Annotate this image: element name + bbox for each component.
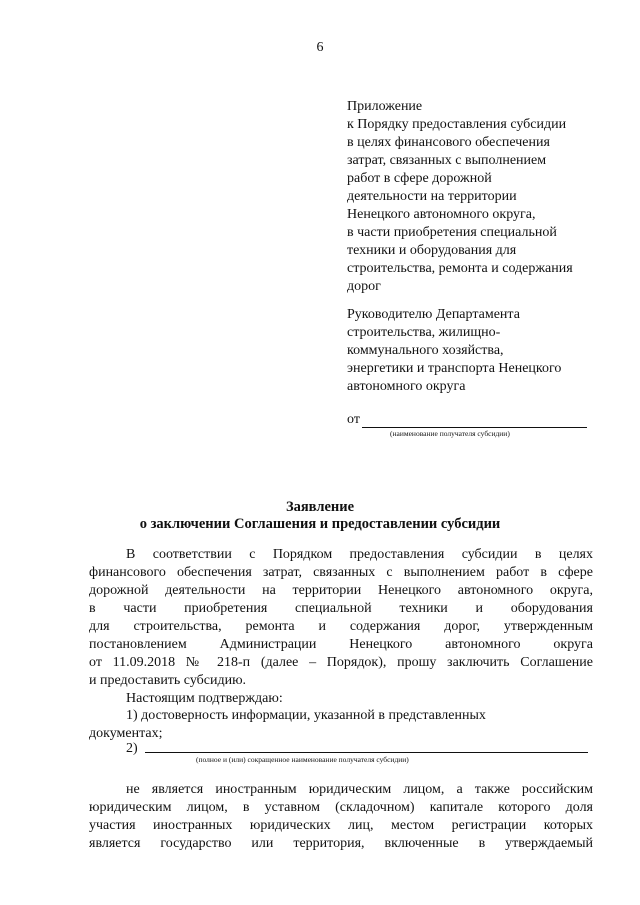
item-1 [89,707,593,743]
item-1-line: документах; [89,726,163,741]
paragraph-line: и предоставить субсидию. [89,673,247,688]
item-1-line: 1) достоверность информации, указанной в представленных [126,708,486,723]
continuation-line: участия иностранных юридических лиц, местом регистрации которых [89,818,593,833]
confirm-label: Настоящим подтверждаю: [126,691,283,706]
paragraph-line: в части приобретения специальной техники и оборудования [89,601,593,616]
document-title: Заявление [285,499,355,515]
paragraph-line: постановлением Администрации Ненецкого автономного округа [89,637,593,652]
from-fill-line[interactable] [362,427,587,428]
addressee-line: коммунального хозяйства, [347,343,504,358]
appendix-header [347,98,607,296]
appendix-line: дорог [347,279,381,294]
continuation-line: юридическим лицом, в уставном (складочном) капитале которого доля [89,800,593,815]
appendix-line: техники и оборудования для [347,243,517,258]
addressee-line: строительства, жилищно- [347,325,501,340]
paragraph-line: финансового обеспечения затрат, связанных с выполнением работ в сфере [89,565,593,580]
appendix-line: затрат, связанных с выполнением [347,153,547,168]
paragraph-line: для строительства, ремонта и содержания дорог, утвержденным [89,619,593,634]
page-number: 6 [316,40,324,55]
document-subtitle: о заключении Соглашения и предоставлении субсидии [139,516,501,532]
paragraph-line: В соответствии с Порядком предоставления субсидии в целях [126,547,593,562]
addressee-line: Руководителю Департамента [347,307,520,322]
paragraph-line: дорожной деятельности на территории Ненецкого автономного округа, [89,583,593,598]
from-caption: (наименование получателя субсидии) [390,429,510,438]
continuation-line: является государство или территория, включенные в утверждаемый [89,836,593,851]
appendix-line: работ в сфере дорожной [347,171,492,186]
item-2-label: 2) [126,741,138,756]
addressee-line: автономного округа [347,379,466,394]
appendix-line: Ненецкого автономного округа, [347,207,536,222]
appendix-line: строительства, ремонта и содержания [347,261,573,276]
appendix-line: в части приобретения специальной [347,225,557,240]
item-2-caption: (полное и (или) сокращенное наименование получателя субсидии) [196,755,409,764]
appendix-line: деятельности на территории [347,189,517,204]
item-2-fill-line[interactable] [145,752,588,753]
from-label: от [347,412,360,427]
appendix-line: к Порядку предоставления субсидии [347,117,567,132]
continuation-line: не является иностранным юридическим лицом, а также российским [126,782,593,797]
appendix-line: в целях финансового обеспечения [347,135,550,150]
addressee-block [347,306,607,396]
continuation-paragraph [89,781,593,853]
appendix-line: Приложение [347,99,423,114]
paragraph-line: от 11.09.2018 № 218-п (далее – Порядок), прошу заключить Соглашение [89,655,593,670]
addressee-line: энергетики и транспорта Ненецкого [347,361,562,376]
main-paragraph [89,546,593,690]
